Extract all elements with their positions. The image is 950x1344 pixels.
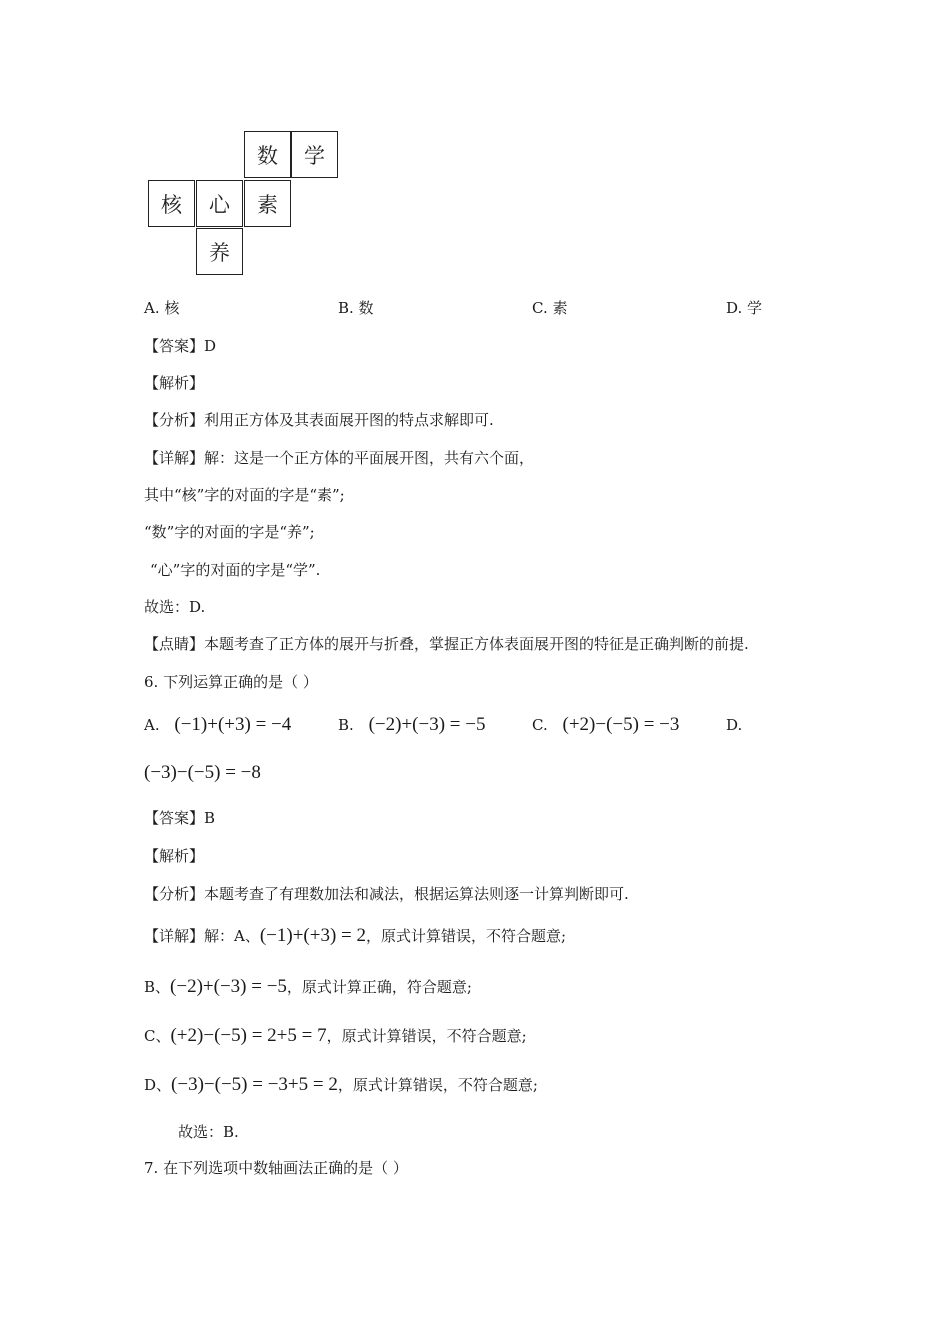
q6-detail-c-expr: (+2)−(−5) = 2+5 = 7 — [170, 1025, 327, 1046]
q6-detail-c — [144, 1026, 527, 1046]
net-cell-he: 核 — [148, 180, 195, 227]
q5-choice: 故选：D. — [144, 598, 206, 616]
q6-detail-a-pre: 【详解】解：A、 — [144, 927, 260, 945]
q5-fenxi: 【分析】利用正方体及其表面展开图的特点求解即可. — [144, 411, 494, 429]
q6-detail-c-post: ，原式计算错误，不符合题意; — [326, 1027, 527, 1045]
q5-option-b: B. 数 — [338, 299, 374, 317]
q6-choice: 故选：B. — [178, 1123, 239, 1141]
q6-option-a — [144, 715, 291, 735]
q6-detail-a — [144, 926, 566, 946]
q6-option-d-expr: (−3)−(−5) = −8 — [144, 762, 261, 783]
q6-detail-a-post: ，原式计算错误，不符合题意; — [366, 927, 567, 945]
q5-option-d: D. 学 — [726, 299, 763, 317]
net-cell-su: 素 — [244, 180, 291, 227]
q6-option-d-label: D. — [726, 716, 743, 734]
q5-detail-4: “心”字的对面的字是“学”. — [150, 561, 321, 579]
q6-detail-d-expr: (−3)−(−5) = −3+5 = 2 — [171, 1074, 338, 1095]
net-cell-xin: 心 — [196, 180, 243, 227]
q6-option-a-expr: (−1)+(+3) = −4 — [174, 714, 292, 735]
net-cell-shu: 数 — [244, 131, 291, 178]
q6-option-c-expr: (+2)−(−5) = −3 — [562, 714, 680, 735]
q6-option-b-expr: (−2)+(−3) = −5 — [368, 714, 486, 735]
net-cell-xue: 学 — [291, 131, 338, 178]
q6-option-b-label: B. — [338, 716, 354, 734]
q6-detail-c-pre: C、 — [144, 1027, 171, 1045]
q6-detail-d — [144, 1075, 538, 1095]
q6-option-c — [532, 715, 679, 735]
q6-detail-b-post: ，原式计算正确，符合题意; — [286, 978, 472, 996]
q6-option-d — [726, 715, 742, 735]
q6-detail-b-pre: B、 — [144, 978, 171, 996]
q7-stem: 7. 在下列选项中数轴画法正确的是（ ） — [144, 1159, 408, 1177]
q6-option-a-label: A. — [144, 716, 160, 734]
q6-fenxi: 【分析】本题考查了有理数加法和减法，根据运算法则逐一计算判断即可. — [144, 885, 629, 903]
q6-detail-a-expr: (−1)+(+3) = 2 — [259, 925, 367, 946]
q6-detail-d-post: ，原式计算错误，不符合题意; — [337, 1076, 538, 1094]
q5-detail-1: 【详解】解：这是一个正方体的平面展开图，共有六个面， — [144, 449, 535, 467]
q6-detail-d-pre: D、 — [144, 1076, 172, 1094]
q6-option-c-label: C. — [532, 716, 548, 734]
q5-jiexi: 【解析】 — [144, 374, 205, 392]
q5-answer: 【答案】D — [144, 337, 217, 355]
q6-stem: 6. 下列运算正确的是（ ） — [144, 673, 318, 691]
q6-detail-b-expr: (−2)+(−3) = −5 — [170, 976, 287, 997]
q5-comment: 【点睛】本题考查了正方体的展开与折叠，掌握正方体表面展开图的特征是正确判断的前提. — [144, 635, 749, 653]
q6-option-b — [338, 715, 485, 735]
net-cell-yang: 养 — [196, 228, 243, 275]
q6-answer: 【答案】B — [144, 809, 216, 827]
q5-detail-2: 其中“核”字的对面的字是“素”; — [144, 486, 345, 504]
q5-detail-3: “数”字的对面的字是“养”; — [144, 523, 315, 541]
q5-option-c: C. 素 — [532, 299, 568, 317]
q6-detail-b — [144, 977, 472, 997]
q5-option-a: A. 核 — [144, 299, 180, 317]
q6-jiexi: 【解析】 — [144, 847, 205, 865]
